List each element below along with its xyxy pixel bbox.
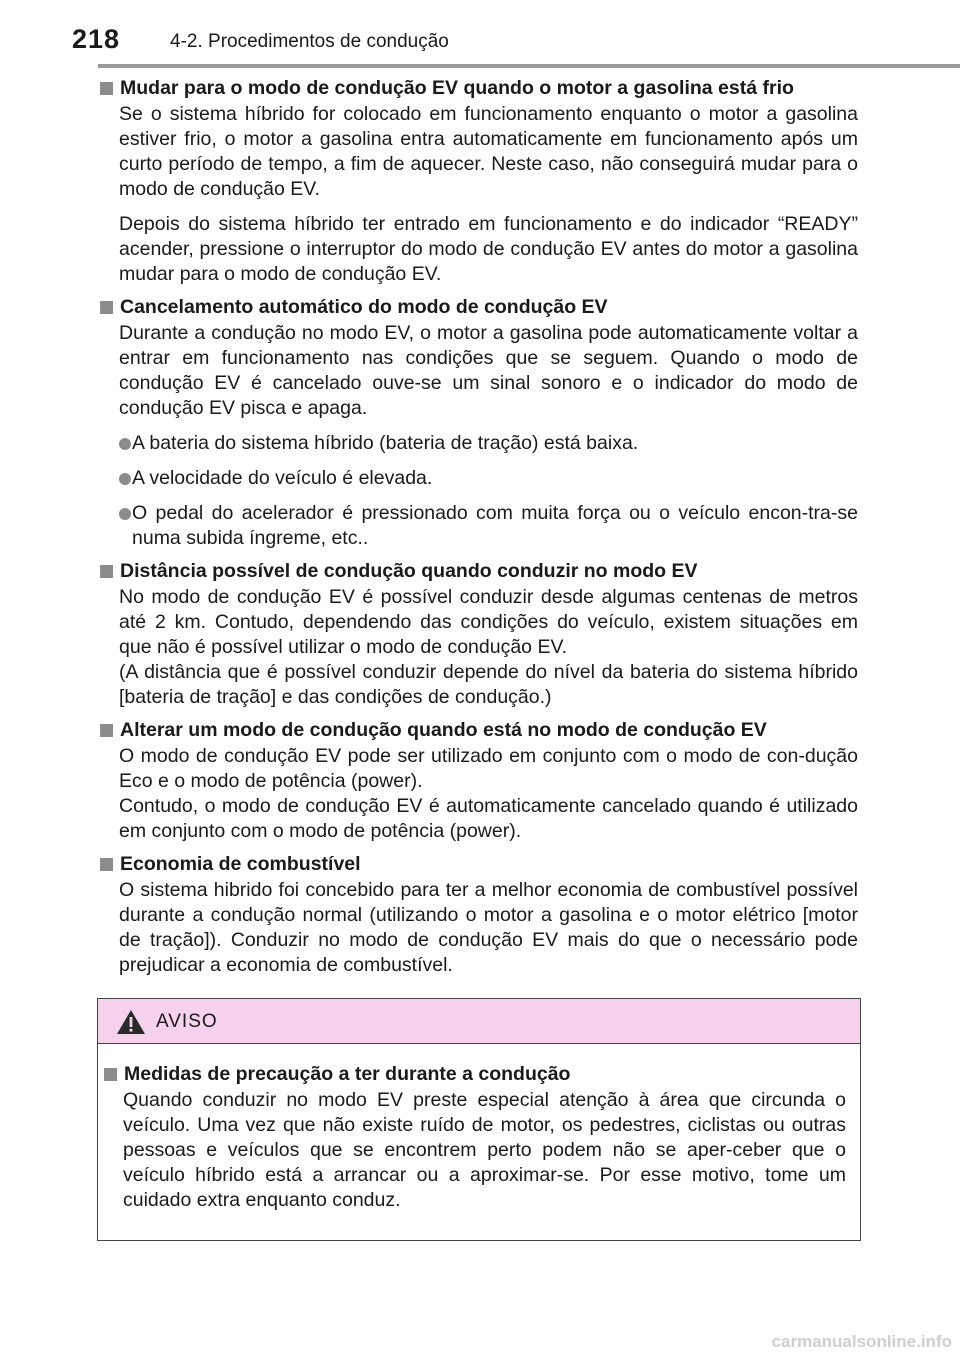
list-item-text: A velocidade do veículo é elevada. [132, 467, 433, 489]
bullet-dot-icon [119, 508, 131, 520]
square-bullet-icon [100, 724, 113, 737]
warning-header [98, 999, 860, 1044]
section-title: Alterar um modo de condução quando está no modo de condução EV [120, 719, 767, 741]
section-title: Economia de combustível [120, 853, 361, 875]
chapter-title: 4-2. Procedimentos de condução [170, 31, 449, 52]
section-heading-change-mode [98, 718, 858, 743]
list-item [132, 466, 858, 491]
warning-triangle-icon [116, 1009, 146, 1035]
warning-title: Medidas de precaução a ter durante a condução [124, 1063, 571, 1085]
section-title: Mudar para o modo de condução EV quando o motor a gasolina está frio [120, 77, 794, 99]
paragraph: No modo de condução EV é possível conduzir desde algumas centenas de metros até 2 km. Contudo, dependendo das condições do veículo, existem situações em que não é possível utilizar o modo de condução EV. [119, 586, 858, 658]
paragraph: O sistema hibrido foi concebido para ter a melhor economia de combustível possível durante a condução normal (utilizando o motor a gasolina e o motor elétrico [motor de tração]). Conduzir no modo de condução EV mais do que o necessário pode prejudicar a economia de combustível. [119, 879, 858, 976]
section-heading-fuel-economy [98, 852, 858, 877]
section-title: Distância possível de condução quando conduzir no modo EV [120, 560, 698, 582]
square-bullet-icon [104, 1068, 117, 1081]
paragraph: Se o sistema híbrido for colocado em funcionamento enquanto o motor a gasolina estiver frio, o motor a gasolina entra automaticamente em funcionamento após um curto período de tempo, a fim de aquecer. Neste caso, não conseguirá mudar para o modo de condução EV. [119, 103, 858, 200]
square-bullet-icon [100, 565, 113, 578]
warning-label: AVISO [156, 1011, 218, 1032]
square-bullet-icon [100, 82, 113, 95]
section-heading-auto-cancel [98, 295, 858, 320]
page-number: 218 [72, 24, 121, 54]
warning-section-heading [102, 1062, 846, 1087]
paragraph: Durante a condução no modo EV, o motor a gasolina pode automaticamente voltar a entrar em funcionamento nas condições que se seguem. Quando o modo de condução EV é cancelado ouve-se um sinal sonoro e o indicador do modo de condução EV pisca e apaga. [119, 322, 858, 419]
main-content [98, 76, 858, 978]
header-divider [98, 64, 960, 68]
list-item [132, 501, 858, 551]
section-title: Cancelamento automático do modo de condução EV [120, 296, 608, 318]
warning-body [98, 1044, 860, 1213]
page-header [0, 0, 960, 62]
section-heading-ev-distance [98, 559, 858, 584]
section-heading-ev-cold-engine [98, 76, 858, 101]
paragraph: (A distância que é possível conduzir depende do nível da bateria do sistema híbrido [bateria de tração] e das condições de condução.) [119, 661, 858, 708]
warning-text: Quando conduzir no modo EV preste especial atenção à área que circunda o veículo. Uma vez que não existe ruído de motor, os pedestres, ciclistas ou outras pessoas e veículos que se encontrem perto podem não se aper-ceber que o veículo híbrido está a arrancar ou a aproximar-se. Por esse motivo, tome um cuidado extra enquanto conduz. [123, 1089, 846, 1211]
paragraph: Depois do sistema híbrido ter entrado em funcionamento e do indicador “READY” acender, pressione o interruptor do modo de condução EV antes do motor a gasolina mudar para o modo de condução EV. [119, 213, 858, 285]
bullet-dot-icon [119, 473, 131, 485]
square-bullet-icon [100, 301, 113, 314]
list-item-text: A bateria do sistema híbrido (bateria de tração) está baixa. [132, 432, 639, 454]
warning-box [97, 998, 861, 1241]
paragraph: Contudo, o modo de condução EV é automaticamente cancelado quando é utilizado em conjunto com o modo de potência (power). [119, 795, 858, 842]
list-item [132, 431, 858, 456]
square-bullet-icon [100, 858, 113, 871]
bullet-dot-icon [119, 438, 131, 450]
list-item-text: O pedal do acelerador é pressionado com muita força ou o veículo encon-tra-se numa subida íngreme, etc.. [132, 502, 858, 549]
watermark: carmanualsonline.info [771, 1332, 952, 1351]
paragraph: O modo de condução EV pode ser utilizado em conjunto com o modo de con-dução Eco e o modo de potência (power). [119, 745, 858, 792]
